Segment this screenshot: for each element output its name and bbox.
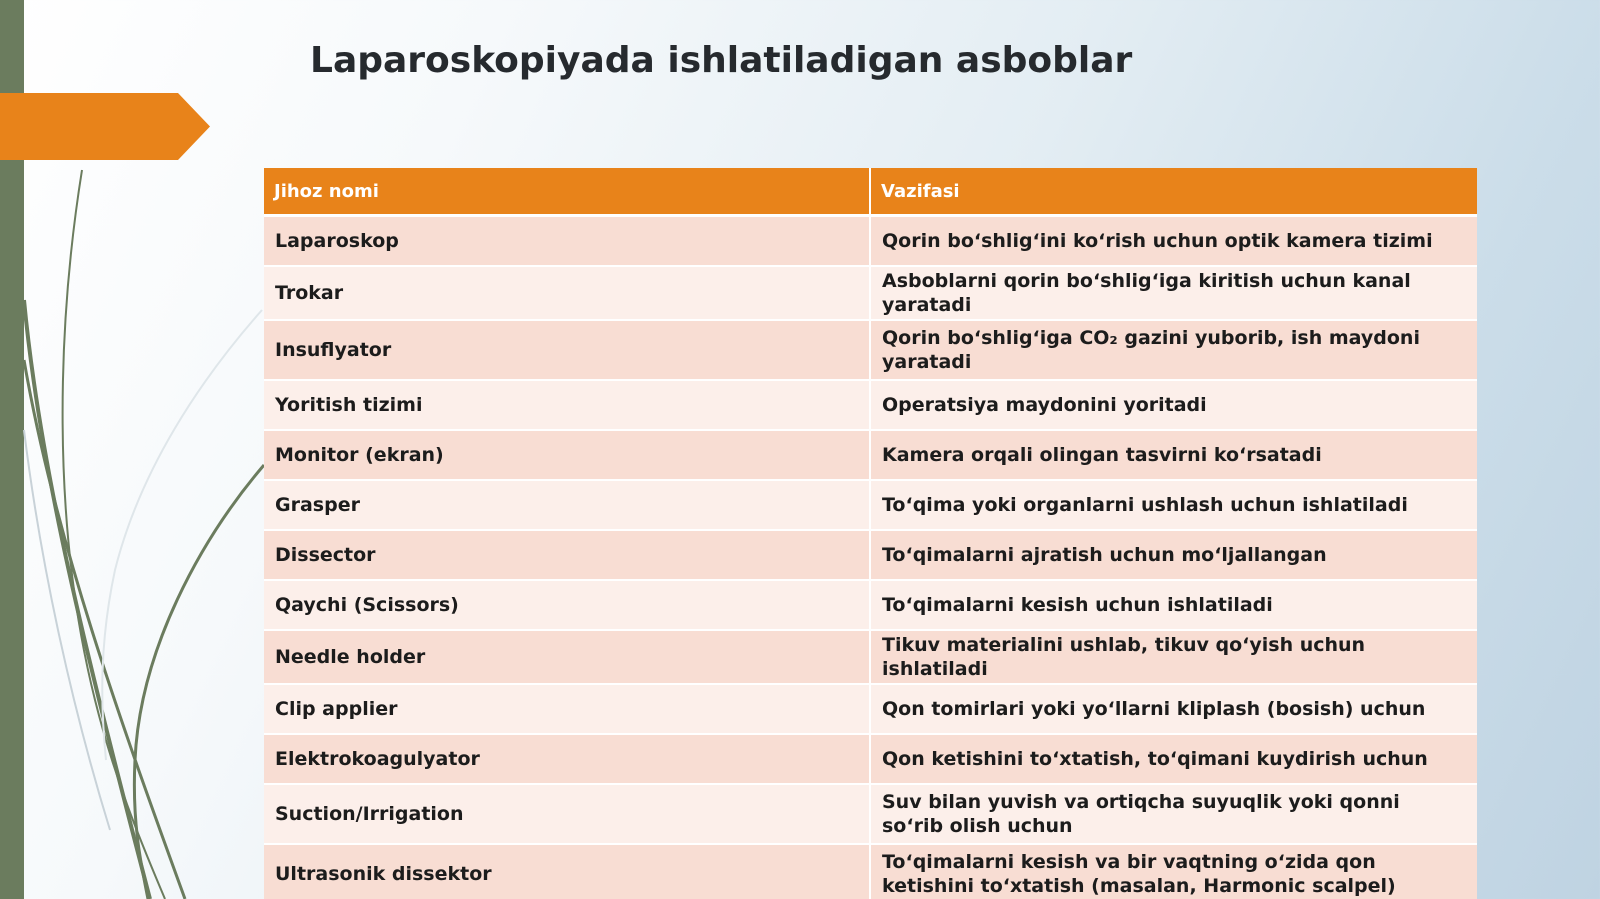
instrument-name: Laparoskop [264, 216, 870, 267]
slide-title: Laparoskopiyada ishlatiladigan asboblar [310, 40, 1133, 81]
table-row [264, 580, 1477, 630]
instrument-purpose: To‘qimalarni kesish uchun ishlatiladi [870, 580, 1477, 630]
header-purpose: Vazifasi [870, 168, 1477, 216]
table-header-row [264, 168, 1477, 216]
instrument-purpose: Suv bilan yuvish va ortiqcha suyuqlik yoki qonni so‘rib olish uchun [870, 784, 1477, 844]
instrument-purpose: Qon tomirlari yoki yo‘llarni kliplash (bosish) uchun [870, 684, 1477, 734]
instrument-purpose: Operatsiya maydonini yoritadi [870, 380, 1477, 430]
table-row [264, 684, 1477, 734]
table-row [264, 844, 1477, 899]
instrument-purpose: Tikuv materialini ushlab, tikuv qo‘yish uchun ishlatiladi [870, 630, 1477, 684]
instrument-name: Dissector [264, 530, 870, 580]
instrument-purpose: To‘qimalarni ajratish uchun mo‘ljallangan [870, 530, 1477, 580]
table-row [264, 216, 1477, 267]
instrument-name: Elektrokoagulyator [264, 734, 870, 784]
instruments-table [264, 168, 1477, 899]
instrument-purpose: Asboblarni qorin bo‘shlig‘iga kiritish uchun kanal yaratadi [870, 266, 1477, 320]
instrument-purpose: Qorin bo‘shlig‘ini ko‘rish uchun optik kamera tizimi [870, 216, 1477, 267]
instrument-name: Grasper [264, 480, 870, 530]
table-row [264, 530, 1477, 580]
instrument-purpose: To‘qimalarni kesish va bir vaqtning o‘zida qon ketishini to‘xtatish (masalan, Harmonic scalpel) [870, 844, 1477, 899]
table-row [264, 480, 1477, 530]
table-row [264, 630, 1477, 684]
header-equipment-name: Jihoz nomi [264, 168, 870, 216]
instrument-name: Clip applier [264, 684, 870, 734]
instrument-name: Monitor (ekran) [264, 430, 870, 480]
instrument-purpose: Qon ketishini to‘xtatish, to‘qimani kuydirish uchun [870, 734, 1477, 784]
instrument-name: Needle holder [264, 630, 870, 684]
orange-arrow-tab [0, 93, 210, 160]
instrument-name: Qaychi (Scissors) [264, 580, 870, 630]
instrument-name: Insuflyator [264, 320, 870, 380]
table-row [264, 320, 1477, 380]
instrument-name: Suction/Irrigation [264, 784, 870, 844]
instrument-name: Trokar [264, 266, 870, 320]
table-row [264, 734, 1477, 784]
instrument-purpose: To‘qima yoki organlarni ushlash uchun ishlatiladi [870, 480, 1477, 530]
table-row [264, 430, 1477, 480]
table-row [264, 380, 1477, 430]
instrument-purpose: Kamera orqali olingan tasvirni ko‘rsatadi [870, 430, 1477, 480]
instrument-purpose: Qorin bo‘shlig‘iga CO₂ gazini yuborib, ish maydoni yaratadi [870, 320, 1477, 380]
instrument-name: Yoritish tizimi [264, 380, 870, 430]
table-row [264, 266, 1477, 320]
instrument-name: Ultrasonik dissektor [264, 844, 870, 899]
table-row [264, 784, 1477, 844]
